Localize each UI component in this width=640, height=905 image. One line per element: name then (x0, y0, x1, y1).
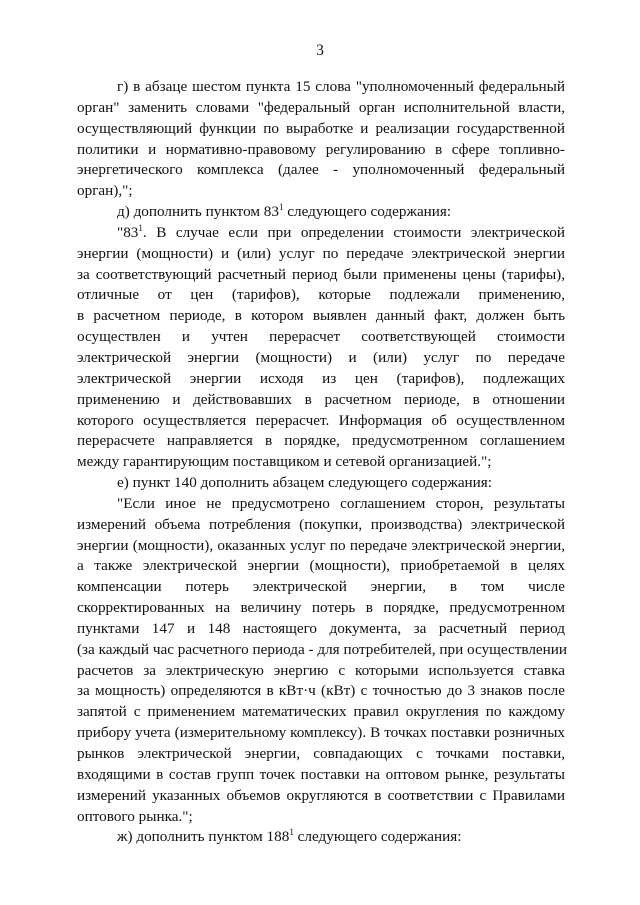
text-run: перерасчете направляется в порядке, предусмотренном соглашением (77, 432, 565, 450)
text-run: за мощность) определяются в кВт·ч (кВт) с точностью до 3 знаков после (77, 682, 565, 700)
text-line (77, 702, 565, 723)
superscript: 1 (138, 222, 143, 233)
text-line (77, 327, 565, 348)
text-line (77, 807, 565, 828)
superscript: 1 (278, 202, 284, 213)
text-run: входящими в состав групп точек поставки на оптовом рынке, результаты (77, 765, 565, 783)
text-line (77, 431, 565, 452)
text-run: (за каждый час расчетного периода - для потребителей, при осуществлении (77, 640, 568, 658)
text-run: электрической энергии (мощности) и (или) услуг по передаче (77, 348, 565, 366)
text-run: осуществлен и учтен перерасчет соответствующей стоимости (77, 328, 565, 346)
text-line (77, 411, 565, 432)
text-line (77, 598, 565, 619)
text-run: . В случае если при определении стоимости электрической (142, 223, 565, 241)
text-run: следующего содержания: (293, 828, 462, 846)
text-line (77, 140, 565, 161)
text-line (77, 556, 565, 577)
text-run: за соответствующий расчетный период были применены цены (тарифы), (77, 265, 565, 283)
text-run: энергии (мощности), оказанных услуг по передаче электрической энергии, (77, 536, 565, 554)
text-run: в расчетном периоде, в котором выявлен данный факт, должен быть (77, 307, 565, 325)
text-line (77, 223, 565, 244)
text-run: а также электрической энергии (мощности), приобретаемой в целях (77, 557, 565, 575)
text-line (77, 98, 565, 119)
text-run: отличные от цен (тарифов), которые подлежали применению, (77, 286, 565, 304)
text-run: следующего содержания: (283, 203, 452, 221)
text-line (77, 661, 565, 682)
text-run: "83 (117, 223, 139, 241)
text-line (77, 348, 565, 369)
text-run: осуществляющий функции по выработке и реализации государственной (77, 119, 565, 137)
text-line (77, 473, 565, 494)
text-line (77, 181, 565, 202)
text-run: орган),"; (77, 182, 133, 200)
text-line (77, 306, 565, 327)
text-line (77, 285, 565, 306)
text-run: расчетов за электрическую энергию с которыми используется ставка (77, 661, 565, 679)
text-run: ж) дополнить пунктом 188 (117, 828, 290, 846)
text-run: орган" заменить словами "федеральный орган исполнительной власти, (77, 98, 565, 116)
text-line (77, 494, 565, 515)
text-run: скорректированных на величину потерь в порядке, предусмотренном (77, 599, 565, 617)
text-line (77, 119, 565, 140)
text-run: г) в абзаце шестом пункта 15 слова "уполномоченный федеральный (117, 78, 565, 95)
text-line (77, 515, 565, 536)
text-line (77, 619, 565, 640)
text-run: измерений указанных объемов округляются в соответствии с Правилами (77, 786, 565, 804)
superscript: 1 (289, 827, 294, 838)
text-line (77, 452, 565, 473)
text-run: электрической энергии исходя из цен (тарифов), подлежащих (77, 369, 565, 387)
text-line (77, 827, 565, 848)
text-line (77, 640, 568, 661)
text-line (77, 244, 565, 265)
text-run: энергии (мощности) и (или) услуг по передаче электрической энергии (77, 244, 565, 262)
text-line (77, 202, 565, 223)
text-line (77, 577, 565, 598)
text-line (77, 681, 565, 702)
text-line (77, 786, 565, 807)
text-run: прибору учета (измерительному комплексу). В точках поставки розничных (77, 724, 565, 742)
text-line (77, 390, 565, 411)
text-run: которого осуществляется перерасчет. Информация об осуществленном (77, 411, 565, 429)
text-line (77, 160, 565, 181)
text-run: применению и действовавших в расчетном периоде, в отношении (77, 390, 565, 408)
page-number: 3 (316, 42, 324, 59)
text-line (77, 536, 565, 557)
text-run: энергетического комплекса (далее - уполномоченный федеральный (77, 161, 565, 179)
text-run: политики и нормативно-правовому регулированию в сфере топливно- (77, 140, 565, 158)
text-run: запятой с применением математических правил округления по каждому (77, 703, 565, 721)
text-line (77, 369, 565, 390)
text-line (77, 744, 565, 765)
text-run: д) дополнить пунктом 83 (117, 203, 279, 221)
text-run: е) пункт 140 дополнить абзацем следующего содержания: (117, 474, 493, 492)
text-line (77, 77, 565, 98)
text-run: "Если иное не предусмотрено соглашением сторон, результаты (117, 494, 565, 512)
text-run: оптового рынка."; (77, 807, 193, 825)
text-run: измерений объема потребления (покупки, производства) электрической (77, 515, 565, 533)
text-line (77, 265, 565, 286)
text-run: между гарантирующим поставщиком и сетевой организацией."; (77, 453, 492, 471)
text-run: пунктами 147 и 148 настоящего документа, за расчетный период (77, 619, 565, 637)
text-line (77, 765, 565, 786)
text-run: рынков электрической энергии, совпадающих с точками поставки, (77, 745, 565, 762)
document-body (77, 77, 568, 848)
text-run: компенсации потерь электрической энергии, в том числе (77, 578, 565, 596)
text-line (77, 723, 565, 744)
